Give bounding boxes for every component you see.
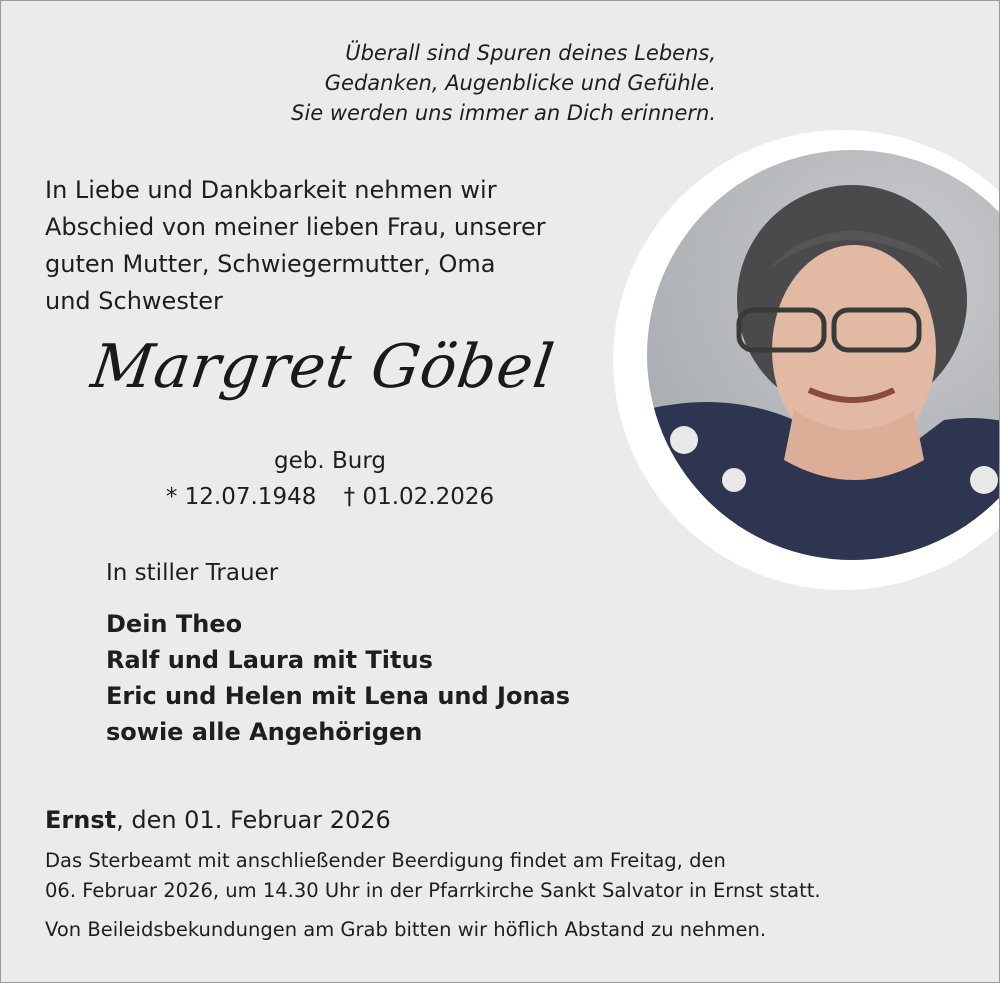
deceased-name: Margret Göbel <box>87 332 559 402</box>
portrait-photo <box>613 130 999 590</box>
intro-line: In Liebe und Dankbarkeit nehmen wir <box>45 176 497 204</box>
motto-line: Sie werden uns immer an Dich erinnern. <box>291 101 716 125</box>
intro-line: guten Mutter, Schwiegermutter, Oma <box>45 250 496 278</box>
info-line: Das Sterbeamt mit anschließender Beerdigung findet am Freitag, den <box>45 849 726 872</box>
birth-name: geb. Burg <box>274 448 386 474</box>
intro-line: Abschied von meiner lieben Frau, unserer <box>45 213 546 241</box>
intro-line: und Schwester <box>45 287 223 315</box>
place: Ernst <box>45 806 117 834</box>
condolence-note: Von Beileidsbekundungen am Grab bitten wir höflich Abstand zu nehmen. <box>45 918 767 941</box>
place-date <box>45 806 391 834</box>
mourner: sowie alle Angehörigen <box>106 718 423 746</box>
motto-verse <box>291 38 716 128</box>
motto-line: Gedanken, Augenblicke und Gefühle. <box>324 71 716 95</box>
birth-date: * 12.07.1948 <box>165 484 317 510</box>
info-line: 06. Februar 2026, um 14.30 Uhr in der Pfarrkirche Sankt Salvator in Ernst statt. <box>45 879 821 902</box>
mourning-label: In stiller Trauer <box>106 560 279 586</box>
date: , den 01. Februar 2026 <box>116 806 391 834</box>
life-dates <box>150 484 510 510</box>
mourner: Ralf und Laura mit Titus <box>106 646 433 674</box>
death-date: † 01.02.2026 <box>343 484 495 510</box>
mourner: Eric und Helen mit Lena und Jonas <box>106 682 571 710</box>
mourner: Dein Theo <box>106 610 243 638</box>
intro-text <box>45 172 546 320</box>
mourners-list <box>106 606 570 750</box>
funeral-info <box>45 846 821 906</box>
motto-line: Überall sind Spuren deines Lebens, <box>345 41 716 65</box>
